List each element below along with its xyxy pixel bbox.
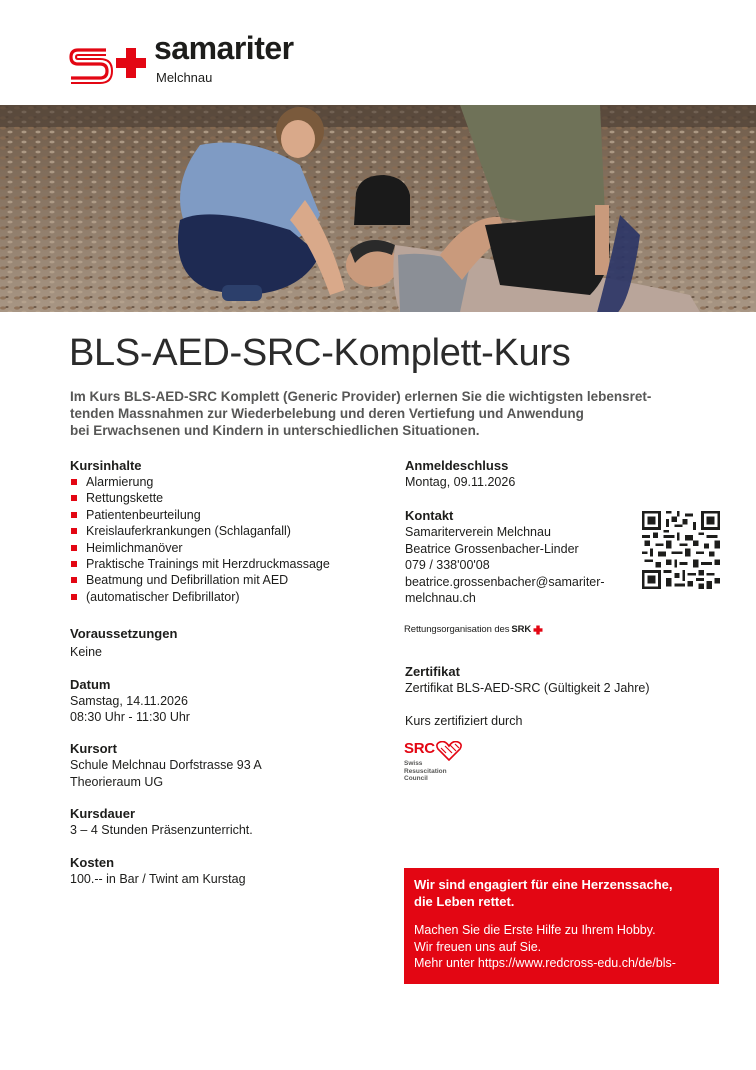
section-anmeldeschluss (405, 458, 735, 490)
intro-text (70, 388, 720, 439)
samariter-logo (68, 32, 338, 92)
kontakt-email[interactable]: beatrice.grossenbacher@samariter- (405, 574, 605, 589)
cta-heading (414, 877, 709, 910)
cta-line: Wir freuen uns auf Sie. (414, 939, 542, 954)
section-kursort (70, 741, 390, 790)
heading-kursort: Kursort (70, 741, 117, 757)
section-datum (70, 677, 390, 726)
datum-line: Samstag, 14.11.2026 (70, 693, 188, 708)
zertifikat-text: Zertifikat BLS-AED-SRC (Gültigkeit 2 Jahre) (405, 681, 650, 696)
section-kursdauer (70, 806, 390, 838)
heading-kursinhalte: Kursinhalte (70, 458, 142, 473)
section-voraussetzungen (70, 626, 390, 660)
src-line: Resuscitation (404, 767, 447, 775)
section-kosten (70, 855, 390, 887)
heading-kursdauer: Kursdauer (70, 806, 136, 822)
heading-kontakt: Kontakt (405, 508, 454, 524)
heading-voraussetzungen: Voraussetzungen (70, 626, 178, 642)
red-cross-icon (533, 625, 543, 635)
list-item: Rettungskette (70, 490, 390, 506)
kosten-text: 100.-- in Bar / Twint am Kurstag (70, 871, 246, 886)
srk-text: SRK (511, 624, 532, 635)
brand-place: Melchnau (156, 70, 213, 85)
left-column (70, 458, 390, 887)
cta-box (404, 868, 719, 984)
kursort-line: Schule Melchnau Dorfstrasse 93 A (70, 758, 262, 773)
cta-line: Machen Sie die Erste Hilfe zu Ihrem Hobby. (414, 923, 656, 937)
list-item-continuation: (automatischer Defibrillator) (70, 589, 390, 605)
rettungsorganisation-srk-logo (404, 624, 543, 635)
samariter-cross-icon (68, 44, 150, 84)
kursort-line: Theorieraum UG (70, 774, 164, 789)
section-zertifikat (405, 664, 735, 729)
heading-datum: Datum (70, 676, 111, 692)
intro-line: Im Kurs BLS-AED-SRC Komplett (Generic Provider) erlernen Sie die wichtigsten lebensret- (70, 389, 652, 404)
cpr-training-photo (0, 105, 756, 312)
zertifiziert-durch-text: Kurs zertifiziert durch (405, 713, 523, 728)
kursdauer-text: 3 – 4 Stunden Präsenzunterricht. (70, 823, 253, 838)
intro-line: tenden Massnahmen zur Wiederbelebung und deren Vertiefung und Anwendung (70, 406, 584, 421)
brand-name: samariter (154, 30, 294, 66)
heading-anmeldeschluss: Anmeldeschluss (405, 458, 509, 473)
datum-line: 08:30 Uhr - 11:30 Uhr (70, 710, 190, 725)
kontakt-phone[interactable]: 079 / 338'00'08 (405, 558, 490, 573)
list-item: Praktische Trainings mit Herzdruckmassage (70, 556, 390, 572)
heading-zertifikat: Zertifikat (405, 664, 460, 680)
list-item: Beatmung und Defibrillation mit AED (70, 572, 390, 588)
heading-kosten: Kosten (70, 854, 115, 870)
list-item: Kreislauferkrankungen (Schlaganfall) (70, 523, 390, 539)
voraussetzungen-text: Keine (70, 645, 102, 660)
list-item: Patientenbeurteilung (70, 507, 390, 523)
intro-line: bei Erwachsenen und Kindern in unterschiedlichen Situationen. (70, 423, 480, 438)
qr-code-icon[interactable] (642, 511, 720, 589)
kontakt-person: Beatrice Grossenbacher-Linder (405, 541, 579, 556)
cta-heading-line: die Leben rettet. (414, 893, 515, 909)
src-line: Swiss (404, 760, 423, 767)
heart-icon (436, 741, 462, 761)
list-item: Heimlichmanöver (70, 540, 390, 556)
src-line: Council (404, 775, 428, 783)
list-item: Alarmierung (70, 474, 390, 490)
rettungsorganisation-text: Rettungsorganisation des (404, 624, 510, 635)
anmeldeschluss-text: Montag, 09.11.2026 (405, 475, 516, 489)
kontakt-email-cont[interactable]: melchnau.ch (405, 591, 476, 606)
src-logo (404, 740, 474, 790)
src-abbr: SRC (404, 740, 435, 757)
page-title: BLS-AED-SRC-Komplett-Kurs (69, 332, 571, 374)
section-kursinhalte (70, 458, 390, 605)
cta-heading-line: Wir sind engagiert für eine Herzenssache, (414, 877, 673, 892)
photo-illustration (0, 105, 756, 312)
kontakt-org: Samariterverein Melchnau (405, 525, 551, 540)
cta-link[interactable]: Mehr unter https://www.redcross-edu.ch/de/bls- (414, 956, 676, 970)
kursinhalte-list (70, 474, 390, 605)
right-column (405, 458, 735, 729)
